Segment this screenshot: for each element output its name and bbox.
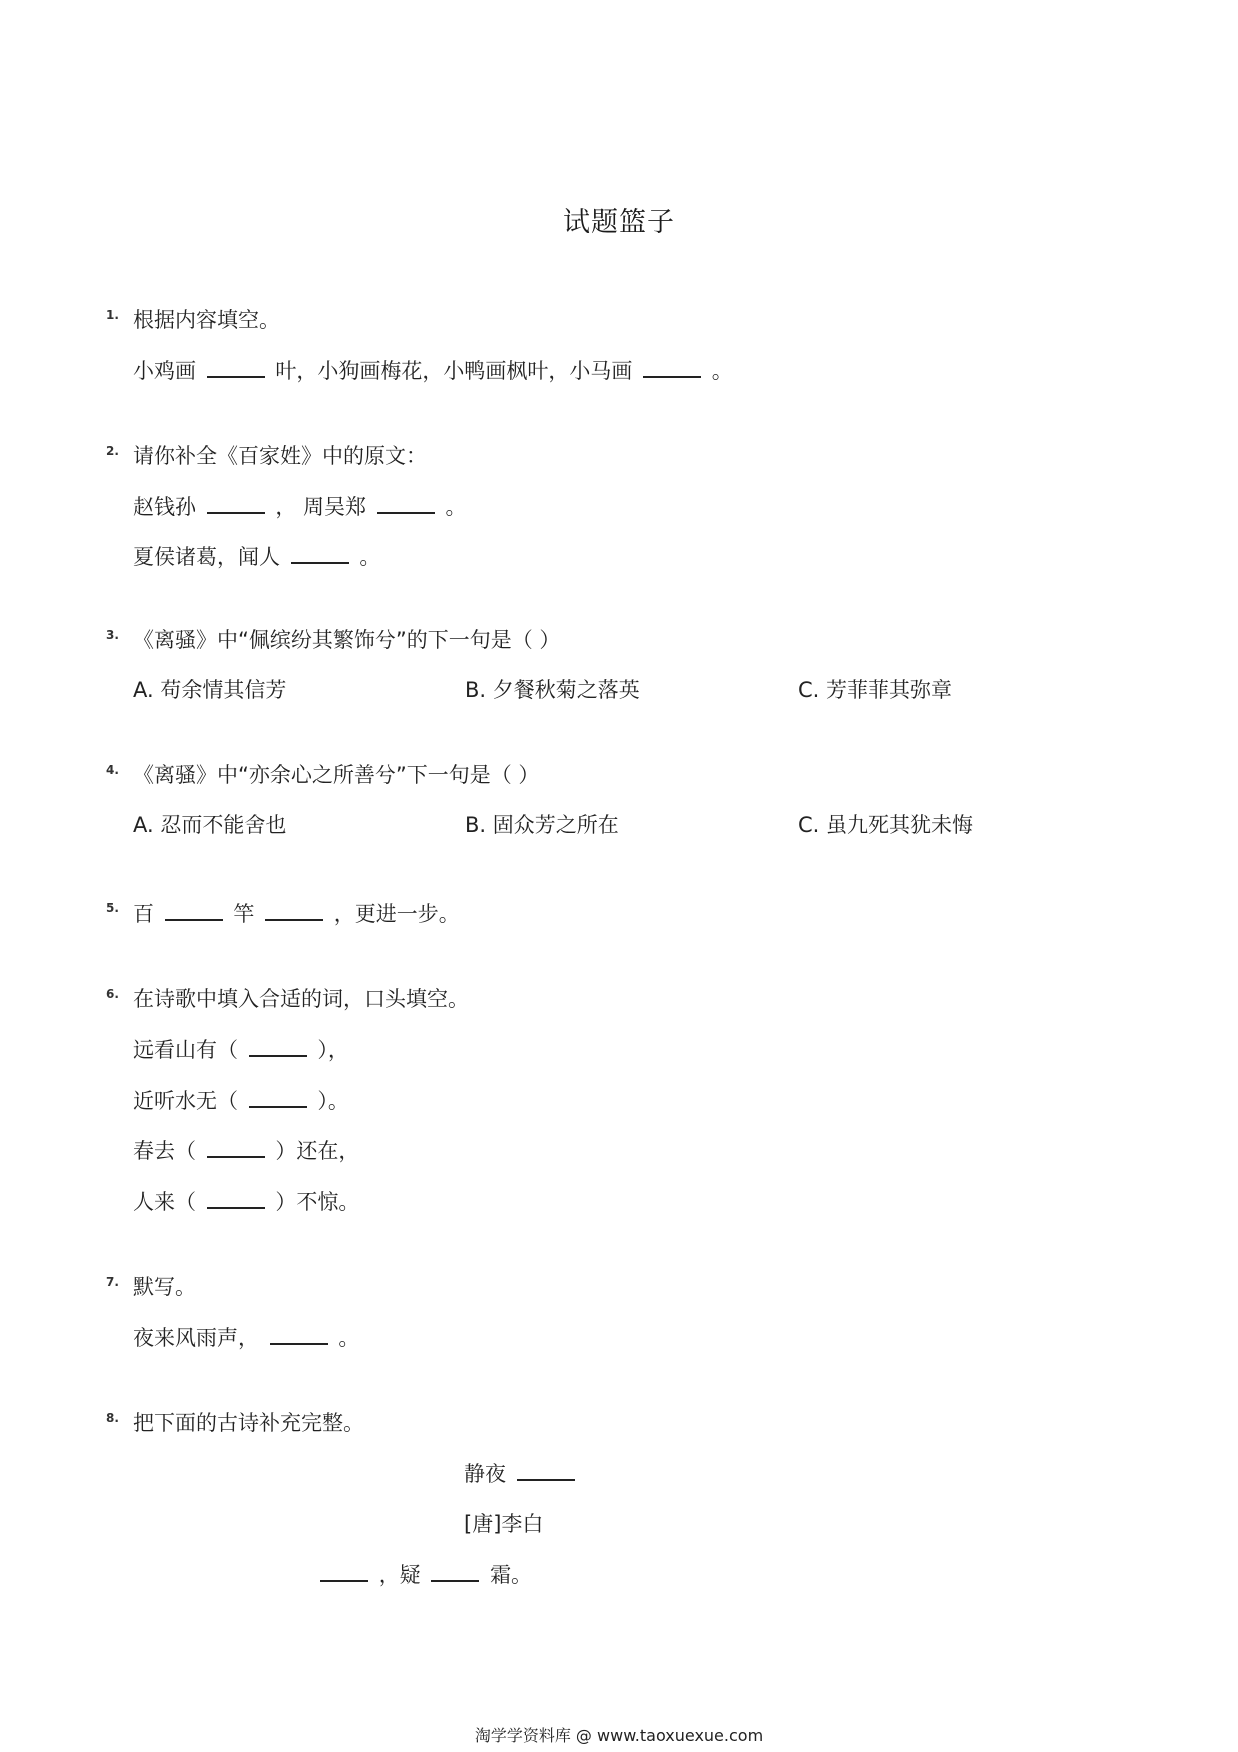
question-prompt: 请你补全《百家姓》中的原文：: [133, 444, 427, 468]
answer-blank[interactable]: [270, 1323, 328, 1345]
text-segment: ）。: [317, 1089, 349, 1113]
question-number: 3.: [106, 628, 119, 642]
text-segment: 人来（: [133, 1190, 196, 1214]
question-prompt: 在诗歌中填入合适的词，口头填空。: [133, 987, 469, 1011]
poem-line: [133, 1187, 359, 1216]
page-title: 试题篮子: [563, 207, 675, 238]
fill-line: [133, 1323, 359, 1352]
answer-blank[interactable]: [165, 899, 223, 921]
text-segment: 。: [359, 545, 381, 569]
text-segment: 近听水无（: [133, 1089, 238, 1113]
question-number: 5.: [106, 901, 119, 915]
option-b[interactable]: B. 夕餐秋菊之落英: [465, 678, 640, 702]
text-segment: ， 周吴郑: [275, 495, 367, 519]
option-a[interactable]: A. 苟余情其信芳: [133, 678, 287, 702]
question-prompt: 把下面的古诗补充完整。: [133, 1411, 364, 1435]
question-prompt: 默写。: [133, 1275, 196, 1299]
poem-author: [唐]李白: [464, 1512, 544, 1536]
text-segment: ，更进一步。: [333, 902, 460, 926]
option-b[interactable]: B. 固众芳之所在: [465, 813, 619, 837]
poem-title: [464, 1459, 579, 1488]
answer-blank[interactable]: [207, 1136, 265, 1158]
fill-line: [133, 899, 460, 928]
option-c[interactable]: C. 芳菲菲其弥章: [798, 678, 953, 702]
text-segment: 叶，小狗画梅花，小鸭画枫叶，小马画: [275, 359, 633, 383]
text-segment: 远看山有（: [133, 1038, 238, 1062]
answer-blank[interactable]: [249, 1086, 307, 1108]
answer-blank[interactable]: [291, 542, 349, 564]
question-number: 7.: [106, 1275, 119, 1289]
fill-line: [133, 492, 466, 521]
option-c[interactable]: C. 虽九死其犹未悔: [798, 813, 974, 837]
answer-blank[interactable]: [377, 492, 435, 514]
answer-blank[interactable]: [517, 1459, 575, 1481]
poem-line: [133, 1035, 349, 1064]
answer-blank[interactable]: [265, 899, 323, 921]
answer-blank[interactable]: [207, 492, 265, 514]
answer-blank[interactable]: [249, 1035, 307, 1057]
question-prompt: 《离骚》中“佩缤纷其繁饰兮”的下一句是（ ）: [133, 628, 561, 652]
text-segment: 百: [133, 902, 154, 926]
text-segment: 春去（: [133, 1139, 196, 1163]
text-segment: 静夜: [464, 1462, 506, 1486]
question-number: 6.: [106, 987, 119, 1001]
poem-line: [133, 1136, 359, 1165]
answer-blank[interactable]: [207, 356, 265, 378]
question-number: 4.: [106, 763, 119, 777]
question-prompt: 《离骚》中“亦余心之所善兮”下一句是（ ）: [133, 763, 540, 787]
text-segment: 夏侯诸葛，闻人: [133, 545, 280, 569]
fill-line: [133, 542, 380, 571]
question-prompt: 根据内容填空。: [133, 308, 280, 332]
question-number: 8.: [106, 1411, 119, 1425]
poem-line: [133, 1086, 349, 1115]
answer-blank[interactable]: [207, 1187, 265, 1209]
question-number: 2.: [106, 444, 119, 458]
poem-verse: [316, 1560, 532, 1589]
answer-blank[interactable]: [431, 1560, 479, 1582]
text-segment: 。: [711, 359, 733, 383]
text-segment: ）还在，: [275, 1139, 360, 1163]
text-segment: 。: [338, 1326, 360, 1350]
text-segment: 小鸡画: [133, 359, 196, 383]
option-a[interactable]: A. 忍而不能舍也: [133, 813, 287, 837]
text-segment: ）不惊。: [275, 1190, 360, 1214]
text-segment: ），: [317, 1038, 349, 1062]
fill-line: [133, 356, 733, 385]
question-number: 1.: [106, 308, 119, 322]
text-segment: ，疑: [378, 1563, 421, 1587]
answer-blank[interactable]: [643, 356, 701, 378]
text-segment: 霜。: [490, 1563, 533, 1587]
text-segment: 。: [445, 495, 467, 519]
text-segment: 赵钱孙: [133, 495, 196, 519]
text-segment: 竿: [233, 902, 255, 926]
answer-blank[interactable]: [320, 1560, 368, 1582]
footer-watermark: 淘学学资料库 @ www.taoxuexue.com: [474, 1726, 764, 1745]
text-segment: 夜来风雨声，: [133, 1326, 259, 1350]
